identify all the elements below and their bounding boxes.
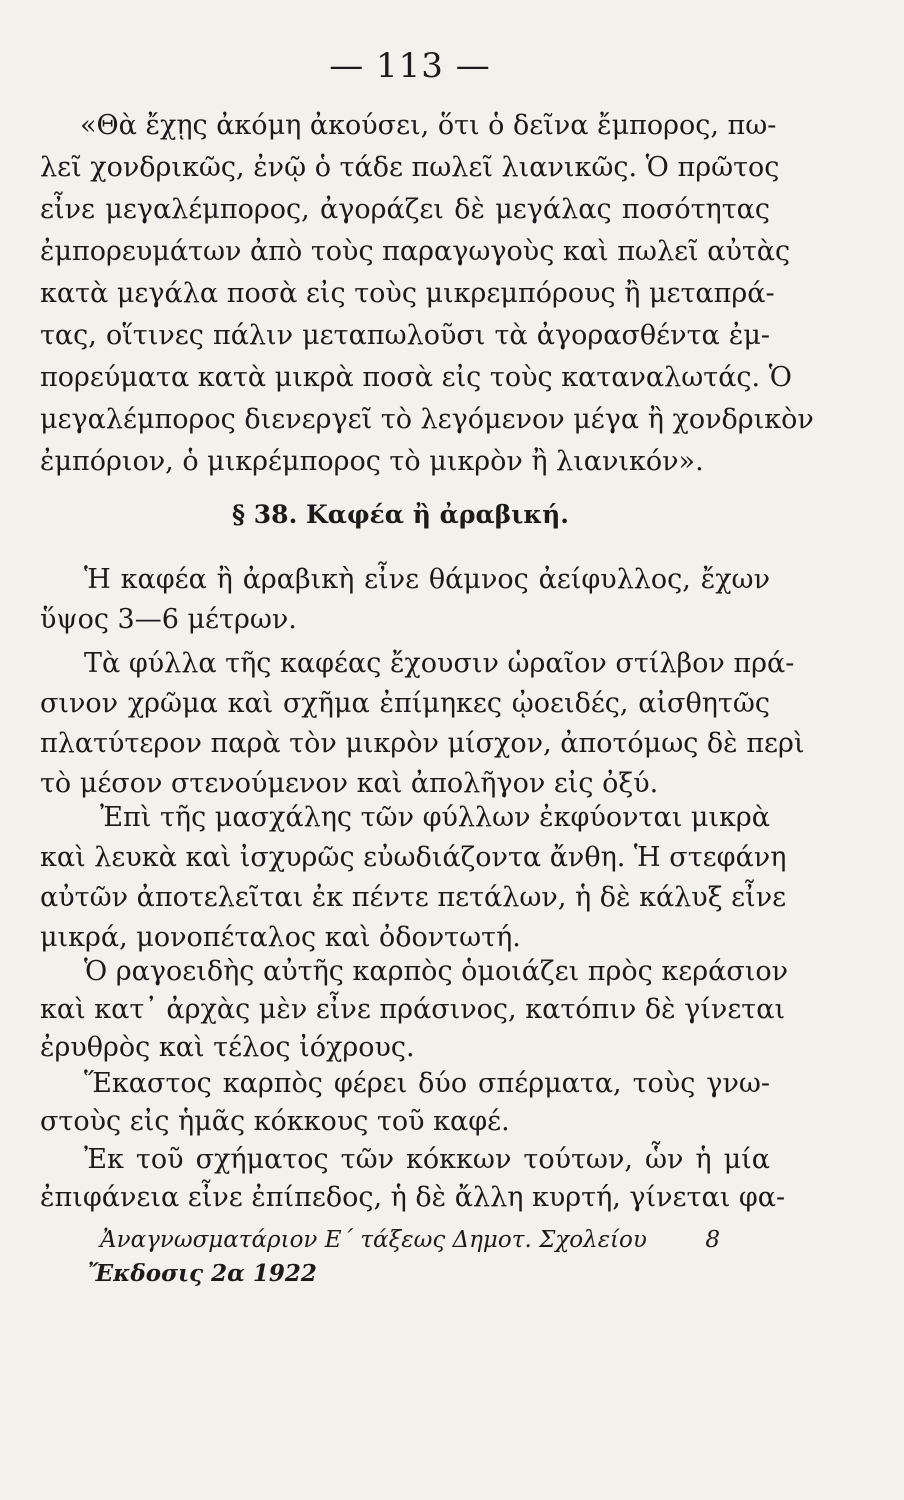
text-line: εἶνε μεγαλέμπορος, ἀγοράζει δὲ μεγάλας ποσότητας bbox=[40, 194, 770, 225]
text-line: τὸ μέσον στενούμενον καὶ ἀπολῆγον εἰς ὀξύ. bbox=[40, 768, 659, 799]
text-line: καὶ κατ᾿ ἀρχὰς μὲν εἶνε πράσινος, κατόπιν δὲ γίνεται bbox=[40, 994, 786, 1025]
text-line: Ὁ ραγοειδὴς αὐτῆς καρπὸς ὁμοιάζει πρὸς κεράσιον bbox=[84, 956, 789, 987]
text-line: σινον χρῶμα καὶ σχῆμα ἐπίμηκες ᾠοειδές, αἰσθητῶς bbox=[40, 688, 770, 719]
text-line: μεγαλέμπορος διενεργεῖ τὸ λεγόμενον μέγα ἢ χονδρικὸν bbox=[40, 404, 814, 435]
text-line: κατὰ μεγάλα ποσὰ εἰς τοὺς μικρεμπόρους ἢ μεταπρά- bbox=[40, 278, 775, 309]
text-line: ἐπιφάνεια εἶνε ἐπίπεδος, ἡ δὲ ἄλλη κυρτή, γίνεται φα- bbox=[40, 1182, 786, 1213]
text-line: μικρά, μονοπέταλος καὶ ὀδοντωτή. bbox=[40, 922, 521, 953]
text-line: ἐμπόριον, ὁ μικρέμπορος τὸ μικρὸν ἢ λιανικόν». bbox=[40, 446, 704, 477]
text-line: πλατύτερον παρὰ τὸν μικρὸν μίσχον, ἀποτόμως δὲ περὶ bbox=[40, 728, 805, 759]
footer-edition: Ἔκδοσις 2α 1922 bbox=[88, 1260, 317, 1287]
text-line: ὕψος 3—6 μέτρων. bbox=[40, 604, 297, 635]
footer-book-title: Ἀναγνωσματάριον Ε΄ τάξεως Δημοτ. Σχολείου bbox=[100, 1227, 647, 1253]
text-line: Τὰ φύλλα τῆς καφέας ἔχουσιν ὡραῖον στίλβον πρά- bbox=[84, 648, 795, 679]
text-line: ἐρυθρὸς καὶ τέλος ἰόχρους. bbox=[40, 1032, 415, 1063]
text-line: Ἕκαστος καρπὸς φέρει δύο σπέρματα, τοὺς γνω- bbox=[84, 1068, 770, 1099]
footer-book-title-line bbox=[100, 1227, 720, 1253]
text-line: Ἐκ τοῦ σχήματος τῶν κόκκων τούτων, ὧν ἡ μία bbox=[84, 1144, 770, 1175]
text-line: καὶ λευκὰ καὶ ἰσχυρῶς εὐωδιάζοντα ἄνθη. Ἡ στεφάνη bbox=[40, 842, 787, 873]
text-line: Ἐπὶ τῆς μασχάλης τῶν φύλλων ἐκφύονται μικρὰ bbox=[100, 802, 770, 833]
section-heading: § 38. Καφέα ἢ ἀραβική. bbox=[232, 500, 569, 529]
text-line: «Θὰ ἔχῃς ἀκόμη ἀκούσει, ὅτι ὁ δεῖνα ἔμπορος, πω- bbox=[80, 110, 777, 141]
text-line: πορεύματα κατὰ μικρὰ ποσὰ εἰς τοὺς καταναλωτάς. Ὁ bbox=[40, 362, 792, 393]
text-line: Ἡ καφέα ἢ ἀραβικὴ εἶνε θάμνος ἀείφυλλος, ἔχων bbox=[84, 564, 770, 595]
text-line: ἐμπορευμάτων ἀπὸ τοὺς παραγωγοὺς καὶ πωλεῖ αὐτὰς bbox=[40, 236, 791, 267]
page-number: — 113 — bbox=[329, 46, 491, 86]
text-line: τας, οἵτινες πάλιν μεταπωλοῦσι τὰ ἀγορασθέντα ἐμ- bbox=[40, 320, 770, 351]
text-line: αὐτῶν ἀποτελεῖται ἐκ πέντε πετάλων, ἡ δὲ κάλυξ εἶνε bbox=[40, 882, 787, 913]
text-line: λεῖ χονδρικῶς, ἐνῷ ὁ τάδε πωλεῖ λιανικῶς. Ὁ πρῶτος bbox=[40, 152, 780, 183]
footer-signature: 8 bbox=[705, 1227, 720, 1253]
text-line: στοὺς εἰς ἡμᾶς κόκκους τοῦ καφέ. bbox=[40, 1106, 510, 1137]
